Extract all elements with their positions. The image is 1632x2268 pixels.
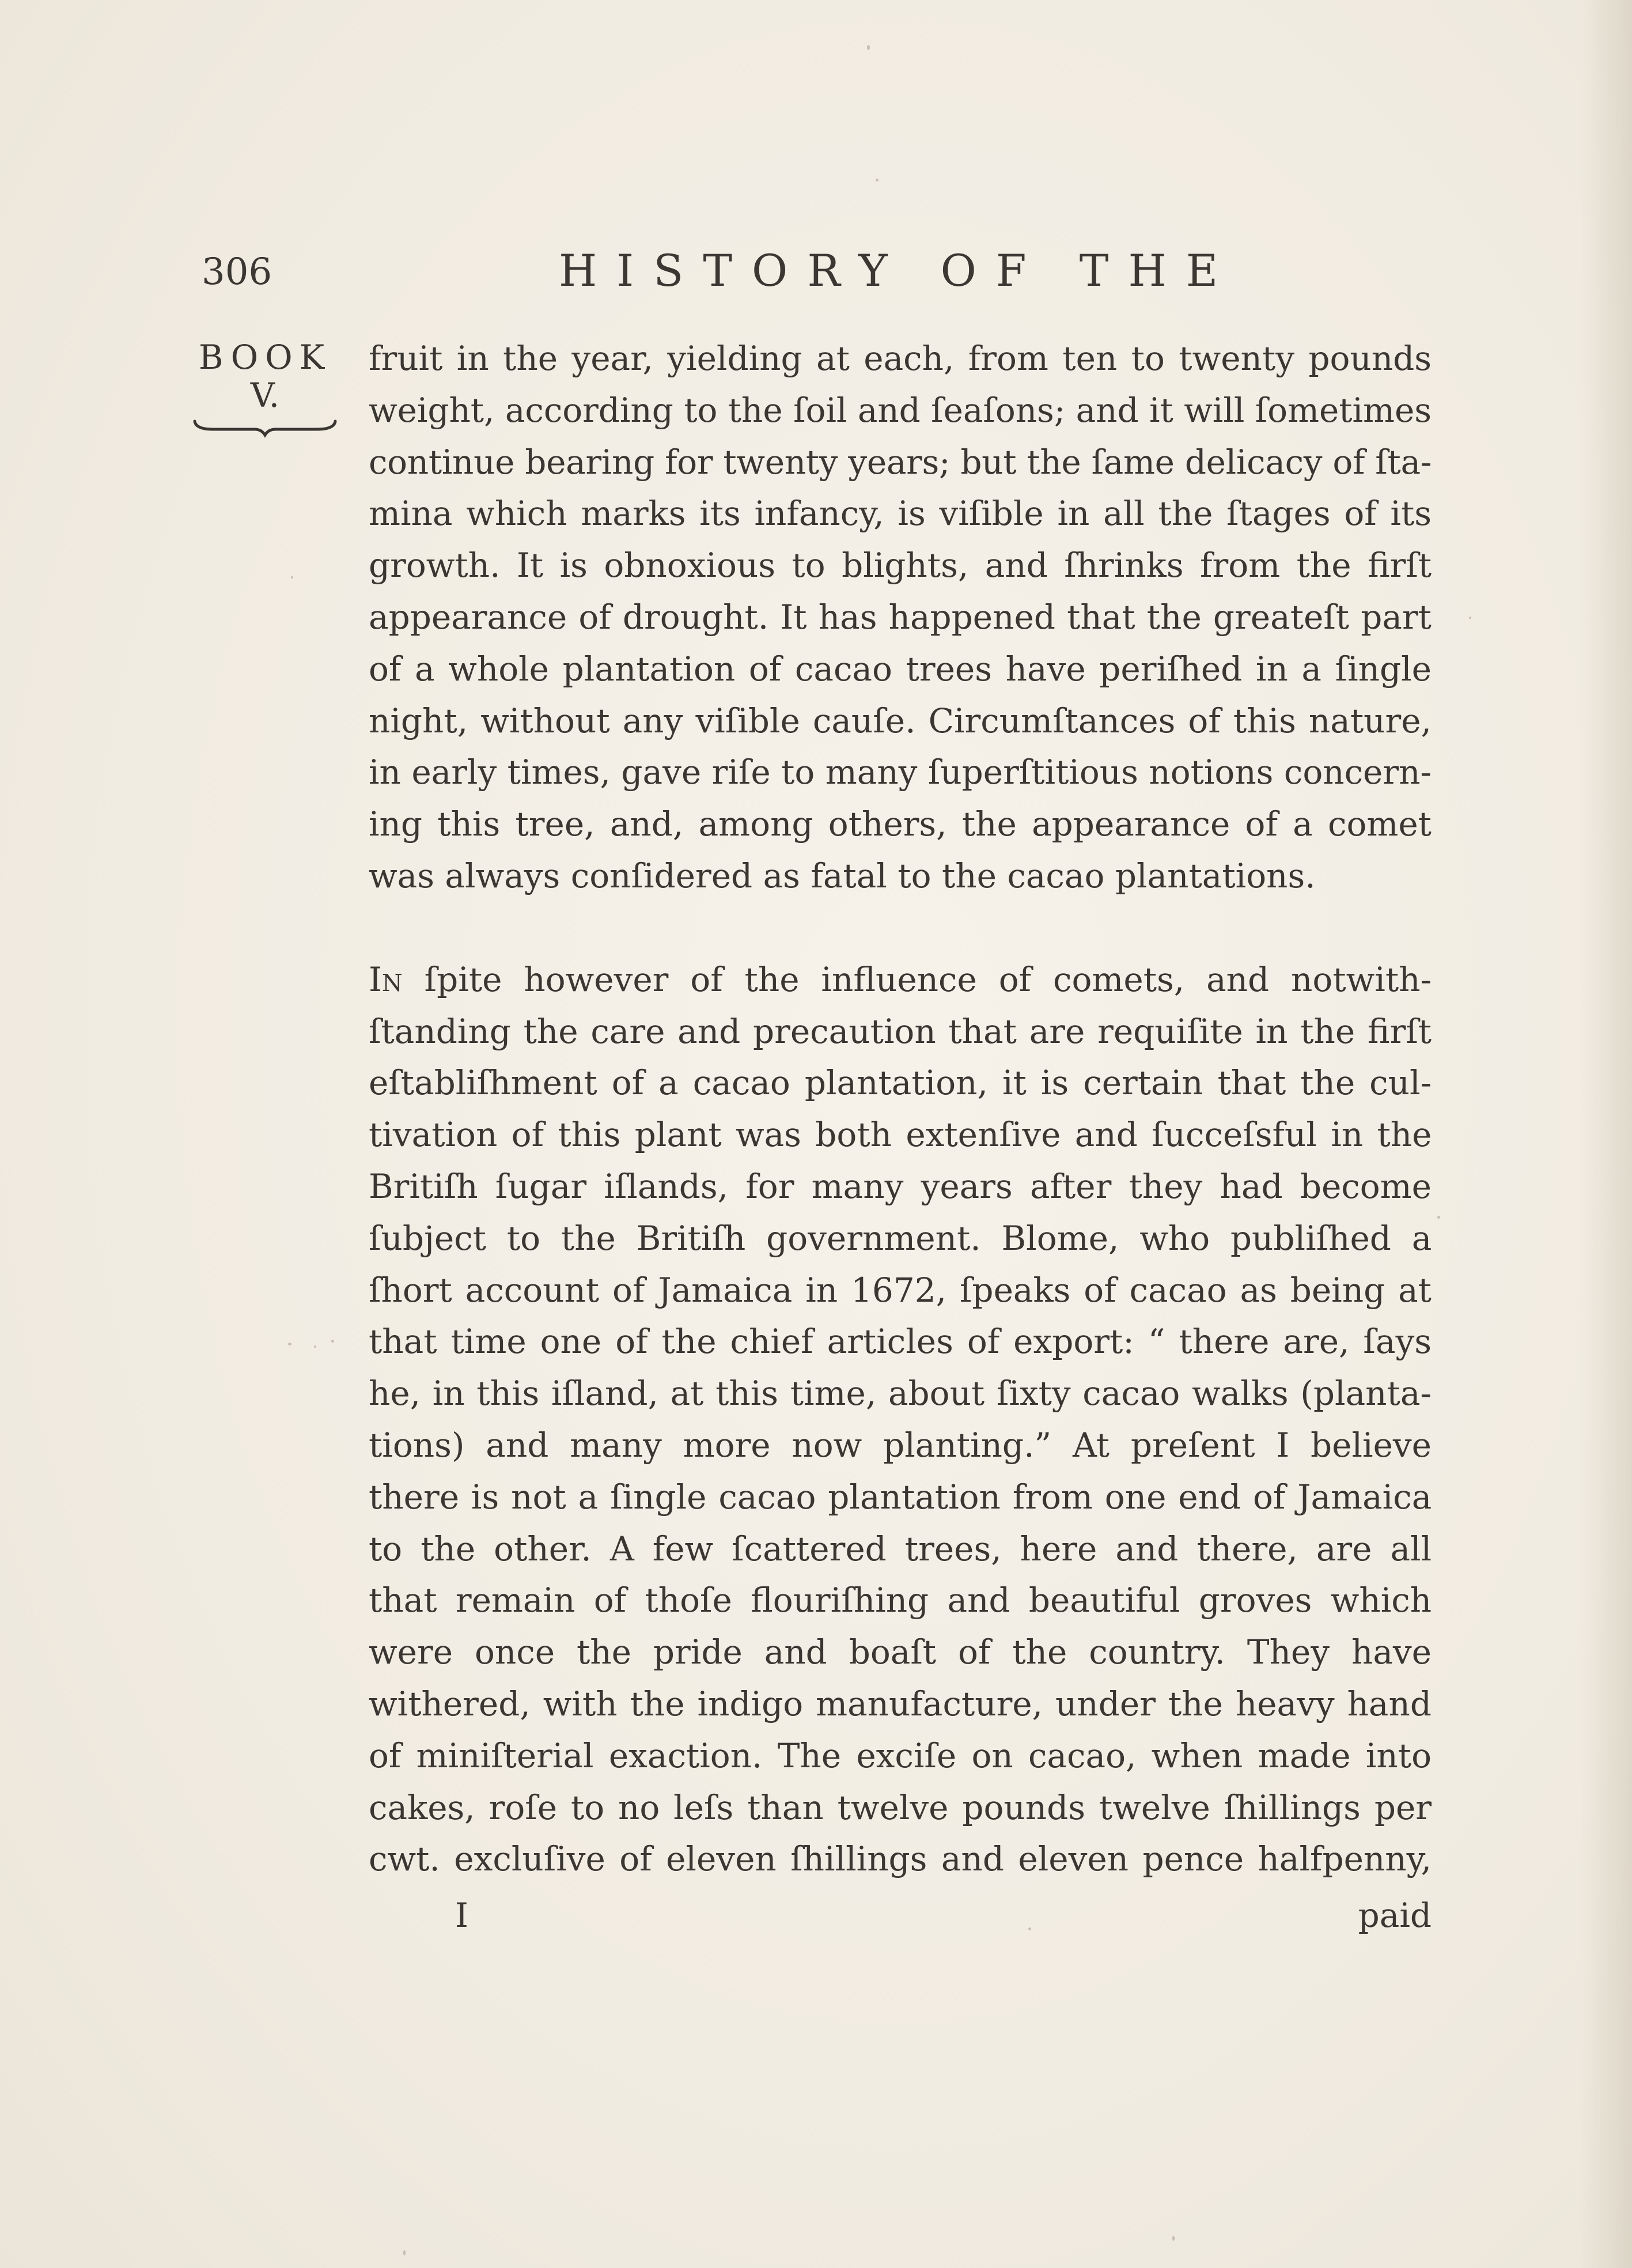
text-line-content: ſtanding the care and precaution that are requiſite in the firſt bbox=[369, 1011, 1432, 1051]
margin-book-label: BOOK bbox=[198, 338, 332, 377]
text-line-content: were once the pride and boaſt of the country. They have bbox=[369, 1632, 1432, 1672]
text-line bbox=[369, 799, 1432, 850]
text-line bbox=[369, 1679, 1432, 1730]
page-number: 306 bbox=[202, 251, 272, 293]
text-line-content: of a whole plantation of cacao trees have periſhed in a ſingle bbox=[369, 649, 1432, 689]
text-line bbox=[369, 1316, 1432, 1368]
text-line-content: cakes, roſe to no leſs than twelve pounds twelve ſhillings per bbox=[369, 1787, 1432, 1827]
text-line bbox=[369, 644, 1432, 695]
paragraph-gap bbox=[369, 902, 1432, 954]
text-line-content: tions) and many more now planting.” At preſent I believe bbox=[369, 1425, 1432, 1465]
text-line-content: in early times, gave riſe to many ſuperſtitious notions concern- bbox=[369, 753, 1432, 792]
margin-volume-label: V. bbox=[250, 376, 280, 415]
text-line bbox=[369, 540, 1432, 592]
text-line bbox=[369, 1730, 1432, 1782]
text-line-content: withered, with the indigo manufacture, under the heavy hand bbox=[369, 1684, 1432, 1723]
text-line-content: appearance of drought. It has happened that the greateſt part bbox=[369, 597, 1432, 637]
running-title: HISTORY OF THE bbox=[559, 245, 1238, 296]
text-line-content: ing this tree, and, among others, the appearance of a comet bbox=[369, 804, 1432, 844]
text-line bbox=[369, 747, 1432, 799]
margin-brace-ornament bbox=[190, 415, 340, 439]
text-line-content: tivation of this plant was both extenſive and ſucceſsful in the bbox=[369, 1115, 1432, 1155]
text-line bbox=[369, 850, 1432, 902]
text-line-content: weight, according to the ſoil and ſeaſons; and it will ſometimes bbox=[369, 390, 1432, 430]
text-line bbox=[369, 1575, 1432, 1627]
text-line-content: he, in this iſland, at this time, about ſixty cacao walks (planta- bbox=[369, 1374, 1432, 1413]
catchword: paid bbox=[1358, 1896, 1432, 1935]
text-line bbox=[369, 1782, 1432, 1834]
text-line-content: Britiſh ſugar iſlands, for many years after they had become bbox=[369, 1166, 1432, 1206]
margin-note bbox=[190, 337, 340, 439]
signature-mark: I bbox=[455, 1896, 468, 1935]
text-line bbox=[369, 1161, 1432, 1213]
text-line-content: ſhort account of Jamaica in 1672, ſpeaks of cacao as being at bbox=[369, 1270, 1432, 1310]
text-line-content: that remain of thoſe flouriſhing and beautiful groves which bbox=[369, 1581, 1432, 1620]
text-line bbox=[369, 1368, 1432, 1420]
text-line-content: continue bearing for twenty years; but the ſame delicacy of ſta- bbox=[369, 442, 1432, 482]
text-line-content: growth. It is obnoxious to blights, and ſhrinks from the firſt bbox=[369, 546, 1432, 585]
text-line-content: that time one of the chief articles of export: “ there are, ſays bbox=[369, 1322, 1432, 1362]
body-text bbox=[369, 333, 1432, 1885]
paragraph-lead-word: In bbox=[369, 959, 403, 999]
text-line-content: fruit in the year, yielding at each, from ten to twenty pounds bbox=[369, 339, 1432, 378]
text-line bbox=[369, 954, 1432, 1006]
text-line-content: cwt. excluſive of eleven ſhillings and eleven pence halfpenny, bbox=[369, 1839, 1432, 1879]
page-footer bbox=[369, 1896, 1432, 1948]
text-line bbox=[369, 1109, 1432, 1161]
text-line bbox=[369, 437, 1432, 489]
text-line bbox=[369, 1420, 1432, 1472]
page-edge-shadow bbox=[1580, 0, 1632, 2268]
text-line bbox=[369, 1057, 1432, 1109]
text-line bbox=[369, 1006, 1432, 1058]
text-line bbox=[369, 488, 1432, 540]
text-line bbox=[369, 333, 1432, 385]
running-header bbox=[202, 245, 1440, 308]
text-line-content: was always conſidered as fatal to the cacao plantations. bbox=[369, 856, 1316, 895]
text-line bbox=[369, 1627, 1432, 1679]
text-line bbox=[369, 1265, 1432, 1317]
text-line-content: mina which marks its infancy, is viſible in all the ſtages of its bbox=[369, 494, 1432, 534]
text-line bbox=[369, 1524, 1432, 1575]
text-line-content: eſtabliſhment of a cacao plantation, it is certain that the cul- bbox=[369, 1063, 1432, 1103]
text-line bbox=[369, 695, 1432, 747]
text-line bbox=[369, 1834, 1432, 1885]
text-line-content: ſubject to the Britiſh government. Blome, who publiſhed a bbox=[369, 1218, 1432, 1258]
text-line-content: there is not a ſingle cacao plantation from one end of Jamaica bbox=[369, 1477, 1432, 1517]
text-line bbox=[369, 1213, 1432, 1265]
text-line-content: ſpite however of the influence of comets, and notwith- bbox=[402, 959, 1432, 999]
text-line-content: of miniſterial exaction. The exciſe on cacao, when made into bbox=[369, 1736, 1432, 1775]
text-line bbox=[369, 1472, 1432, 1524]
text-line bbox=[369, 592, 1432, 644]
text-line bbox=[369, 385, 1432, 437]
text-line-content: to the other. A few ſcattered trees, here and there, are all bbox=[369, 1529, 1432, 1568]
text-line-content: night, without any viſible cauſe. Circumſtances of this nature, bbox=[369, 701, 1432, 740]
